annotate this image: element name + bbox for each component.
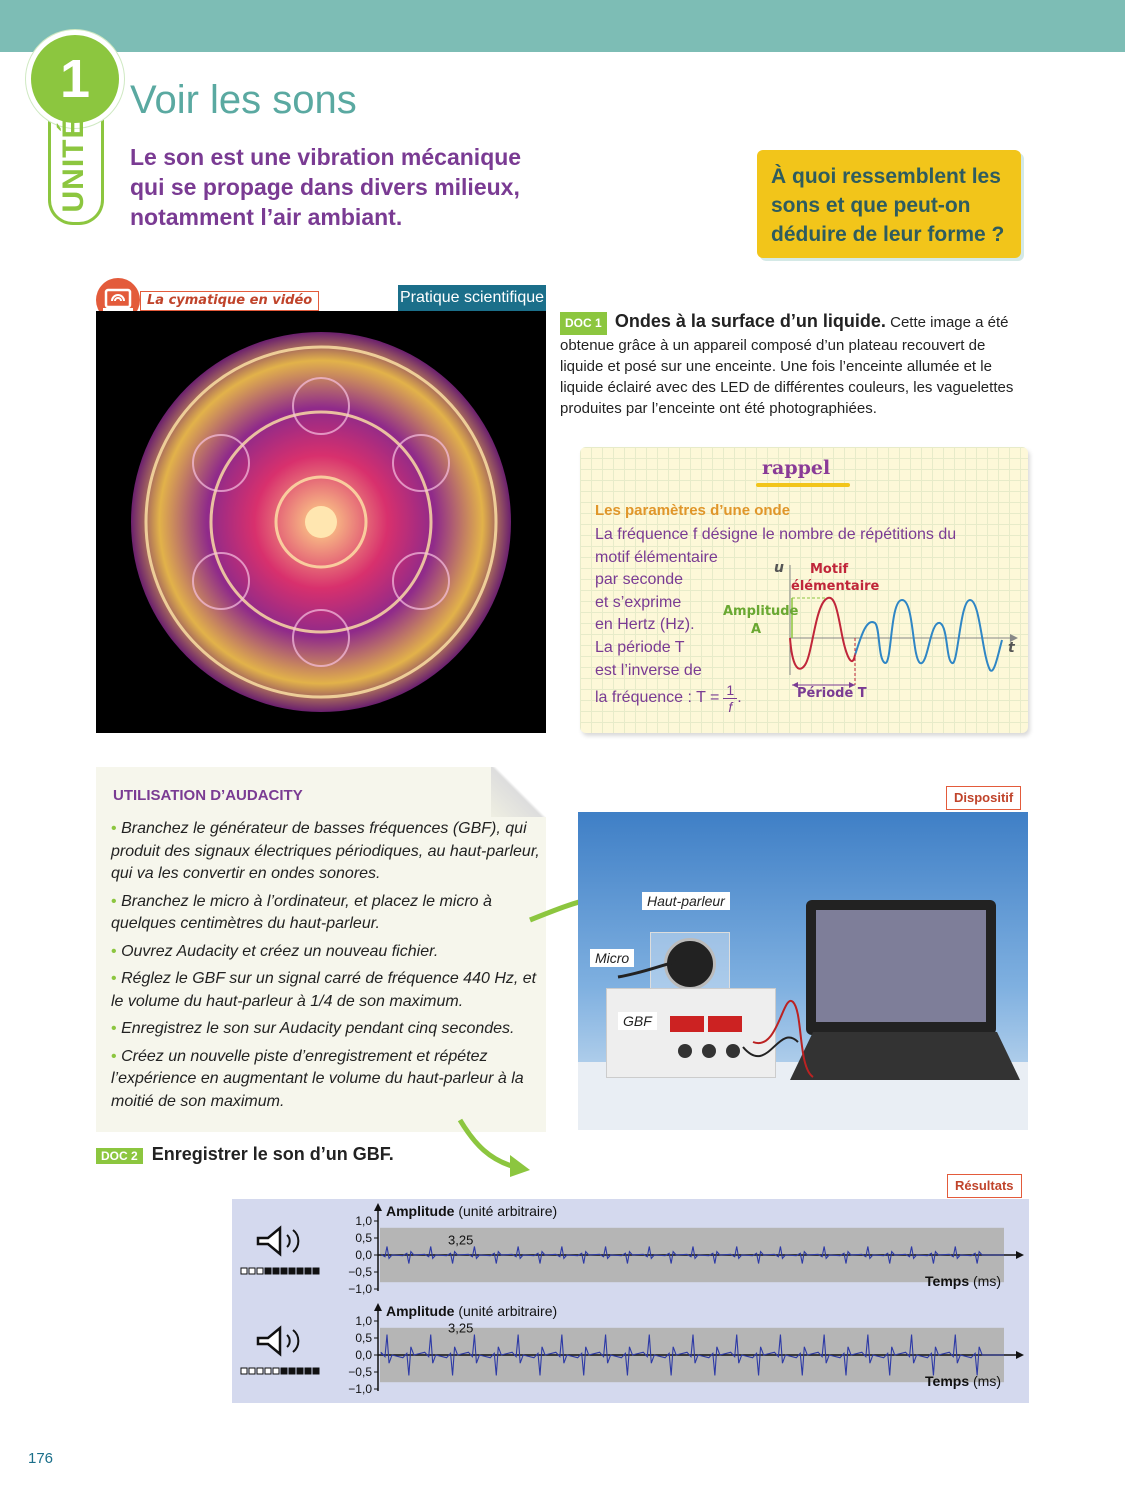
list-item [111, 818, 541, 886]
rappel-line: motif élémentaire [595, 548, 718, 566]
amplitude-label-2: A [751, 622, 762, 637]
video-link[interactable]: La cymatique en vidéo [140, 291, 319, 311]
bullet: • [111, 970, 117, 987]
y-tick-label: 0,5 [355, 1331, 372, 1345]
cables [578, 812, 1028, 1130]
rappel-line: en Hertz (Hz). [595, 616, 695, 634]
label-micro: Micro [590, 949, 634, 967]
page-number: 176 [28, 1450, 54, 1467]
results-charts[interactable] [232, 1199, 1029, 1403]
volume-level-square [313, 1268, 319, 1274]
graph-u-label: u [774, 560, 784, 576]
volume-level-square [313, 1368, 319, 1374]
speaker-icon [258, 1328, 280, 1354]
list-item [111, 1046, 541, 1114]
list-item [111, 891, 541, 936]
label-gbf: GBF [618, 1012, 657, 1030]
rappel-box [580, 447, 1028, 733]
rappel-title: rappel [762, 457, 831, 479]
doc1-tag: DOC 1 [560, 312, 607, 335]
rappel-line: La période T [595, 638, 685, 656]
y-axis-title: Amplitude (unité arbitraire) [386, 1303, 558, 1319]
volume-level-square [289, 1268, 295, 1274]
volume-level-square [265, 1368, 271, 1374]
doc2-caption [96, 1144, 394, 1165]
periode-label: Période T [797, 686, 867, 701]
bullet: • [111, 942, 117, 960]
doc2-tag: DOC 2 [96, 1148, 143, 1164]
unit-label: UNITÉ [57, 117, 90, 213]
rappel-heading: Les paramètres d’une onde [595, 502, 791, 519]
y-axis-arrow [374, 1203, 382, 1211]
doc1-title: Ondes à la surface d’un liquide. [614, 311, 886, 331]
y-tick-label: 0,5 [355, 1231, 372, 1245]
peak-label: 3,25 [448, 1232, 474, 1248]
volume-level-square [249, 1368, 255, 1374]
motif-label-2: élémentaire [791, 579, 880, 594]
x-axis-arrow [1016, 1351, 1024, 1359]
rappel-formula: la fréquence : T = [595, 689, 720, 707]
x-axis-title: Temps (ms) [925, 1273, 1001, 1289]
graph-t-label: t [1008, 640, 1015, 656]
section-label: Pratique scientifique [398, 285, 546, 311]
list-item [111, 1018, 541, 1041]
dispositif-tag: Dispositif [946, 786, 1021, 810]
wave-diagram [720, 555, 1020, 705]
volume-level-square [273, 1268, 279, 1274]
y-tick-label: 0,0 [355, 1248, 372, 1262]
volume-level-square [297, 1368, 303, 1374]
y-tick-label: −0,5 [348, 1265, 372, 1279]
unit-number: 1 [59, 49, 91, 109]
page-curl [491, 767, 547, 817]
volume-level-square [257, 1368, 263, 1374]
audacity-heading: UTILISATION D’AUDACITY [113, 787, 303, 804]
header-band [0, 0, 1125, 52]
volume-level-square [273, 1368, 279, 1374]
cymatics-image [96, 311, 546, 733]
y-tick-label: −1,0 [348, 1282, 372, 1296]
question-text: À quoi ressemblent les sons et que peut-on déduire de leur forme ? [771, 165, 1005, 246]
y-tick-label: 0,0 [355, 1348, 372, 1362]
volume-level-square [241, 1268, 247, 1274]
x-axis-title: Temps (ms) [925, 1373, 1001, 1389]
volume-level-square [249, 1268, 255, 1274]
bullet: • [111, 892, 117, 910]
y-tick-label: 1,0 [355, 1314, 372, 1328]
step-text: Ouvrez Audacity et créez un nouveau fichier. [121, 942, 439, 960]
amplitude-label-1: Amplitude [723, 604, 799, 619]
list-item [111, 968, 541, 1013]
step-text: Réglez le GBF sur un signal carré de fréquence 440 Hz, et le volume du haut-parleur à 1/4 de son maximum. [111, 970, 537, 1010]
volume-level-square [305, 1268, 311, 1274]
doc1-text: Cette image a été obtenue grâce à un appareil composé d’un plateau recouvert de liquide et posé sur une enceinte. Une fois l’enceinte allumée et le liquide éclairé avec des LED de différentes couleurs, les vaguelettes produites par l’enceinte ont été photographiées. [560, 314, 1014, 417]
peak-label: 3,25 [448, 1320, 474, 1336]
fraction-denominator: f [728, 699, 733, 716]
rappel-line: La fréquence f désigne le nombre de répétitions du [595, 526, 957, 543]
sound-wave-icon [293, 1330, 298, 1352]
doc2-title: Enregistrer le son d’un GBF. [151, 1144, 394, 1164]
sound-wave-icon [287, 1235, 290, 1247]
rappel-underline [756, 483, 850, 487]
step-text: Créez un nouvelle piste d’enregistrement et répétez l’expérience en augmentant le volume du haut-parleur à la moitié de son maximum. [111, 1047, 524, 1110]
step-text: Branchez le générateur de basses fréquences (GBF), qui produit des signaux électriques périodiques, au haut-parleur, qui va les convertir en ondes sonores. [111, 820, 540, 882]
bullet: • [111, 1020, 117, 1037]
y-tick-label: −0,5 [348, 1365, 372, 1379]
volume-level-square [305, 1368, 311, 1374]
speaker-icon [258, 1228, 280, 1254]
rappel-line: et s’exprime [595, 593, 682, 611]
volume-level-square [289, 1368, 295, 1374]
rappel-line: par seconde [595, 571, 684, 589]
step-text: Branchez le micro à l’ordinateur, et placez le micro à quelques centimètres du haut-parleur. [111, 892, 492, 932]
y-tick-label: −1,0 [348, 1382, 372, 1396]
sound-wave-icon [293, 1230, 298, 1252]
question-box [757, 150, 1021, 258]
intro-text: Le son est une vibration mécanique qui se propage dans divers milieux, notamment l’air ambiant. [130, 144, 522, 230]
doc1 [560, 311, 1025, 419]
volume-level-square [281, 1368, 287, 1374]
rappel-line: est l’inverse de [595, 661, 702, 679]
list-item [111, 941, 541, 964]
x-axis-arrow [1016, 1251, 1024, 1259]
volume-level-square [257, 1268, 263, 1274]
y-axis-arrow [374, 1303, 382, 1311]
motif-label-1: Motif [810, 562, 849, 577]
bullet: • [111, 1047, 117, 1065]
page-title: Voir les sons [130, 78, 357, 122]
resultats-tag: Résultats [947, 1174, 1022, 1198]
sound-wave-icon [287, 1335, 290, 1347]
audacity-steps [111, 818, 541, 1118]
bullet: • [111, 820, 117, 837]
volume-level-square [241, 1368, 247, 1374]
fraction-end: . [737, 689, 742, 707]
fraction-numerator: 1 [723, 682, 737, 699]
y-axis-title: Amplitude (unité arbitraire) [386, 1203, 558, 1219]
label-haut-parleur: Haut-parleur [642, 892, 730, 910]
volume-level-square [265, 1268, 271, 1274]
step-text: Enregistrez le son sur Audacity pendant cinq secondes. [121, 1020, 515, 1037]
volume-level-square [281, 1268, 287, 1274]
arrow-to-results-icon [455, 1115, 545, 1180]
volume-level-square [297, 1268, 303, 1274]
y-tick-label: 1,0 [355, 1214, 372, 1228]
setup-photo [578, 812, 1028, 1130]
